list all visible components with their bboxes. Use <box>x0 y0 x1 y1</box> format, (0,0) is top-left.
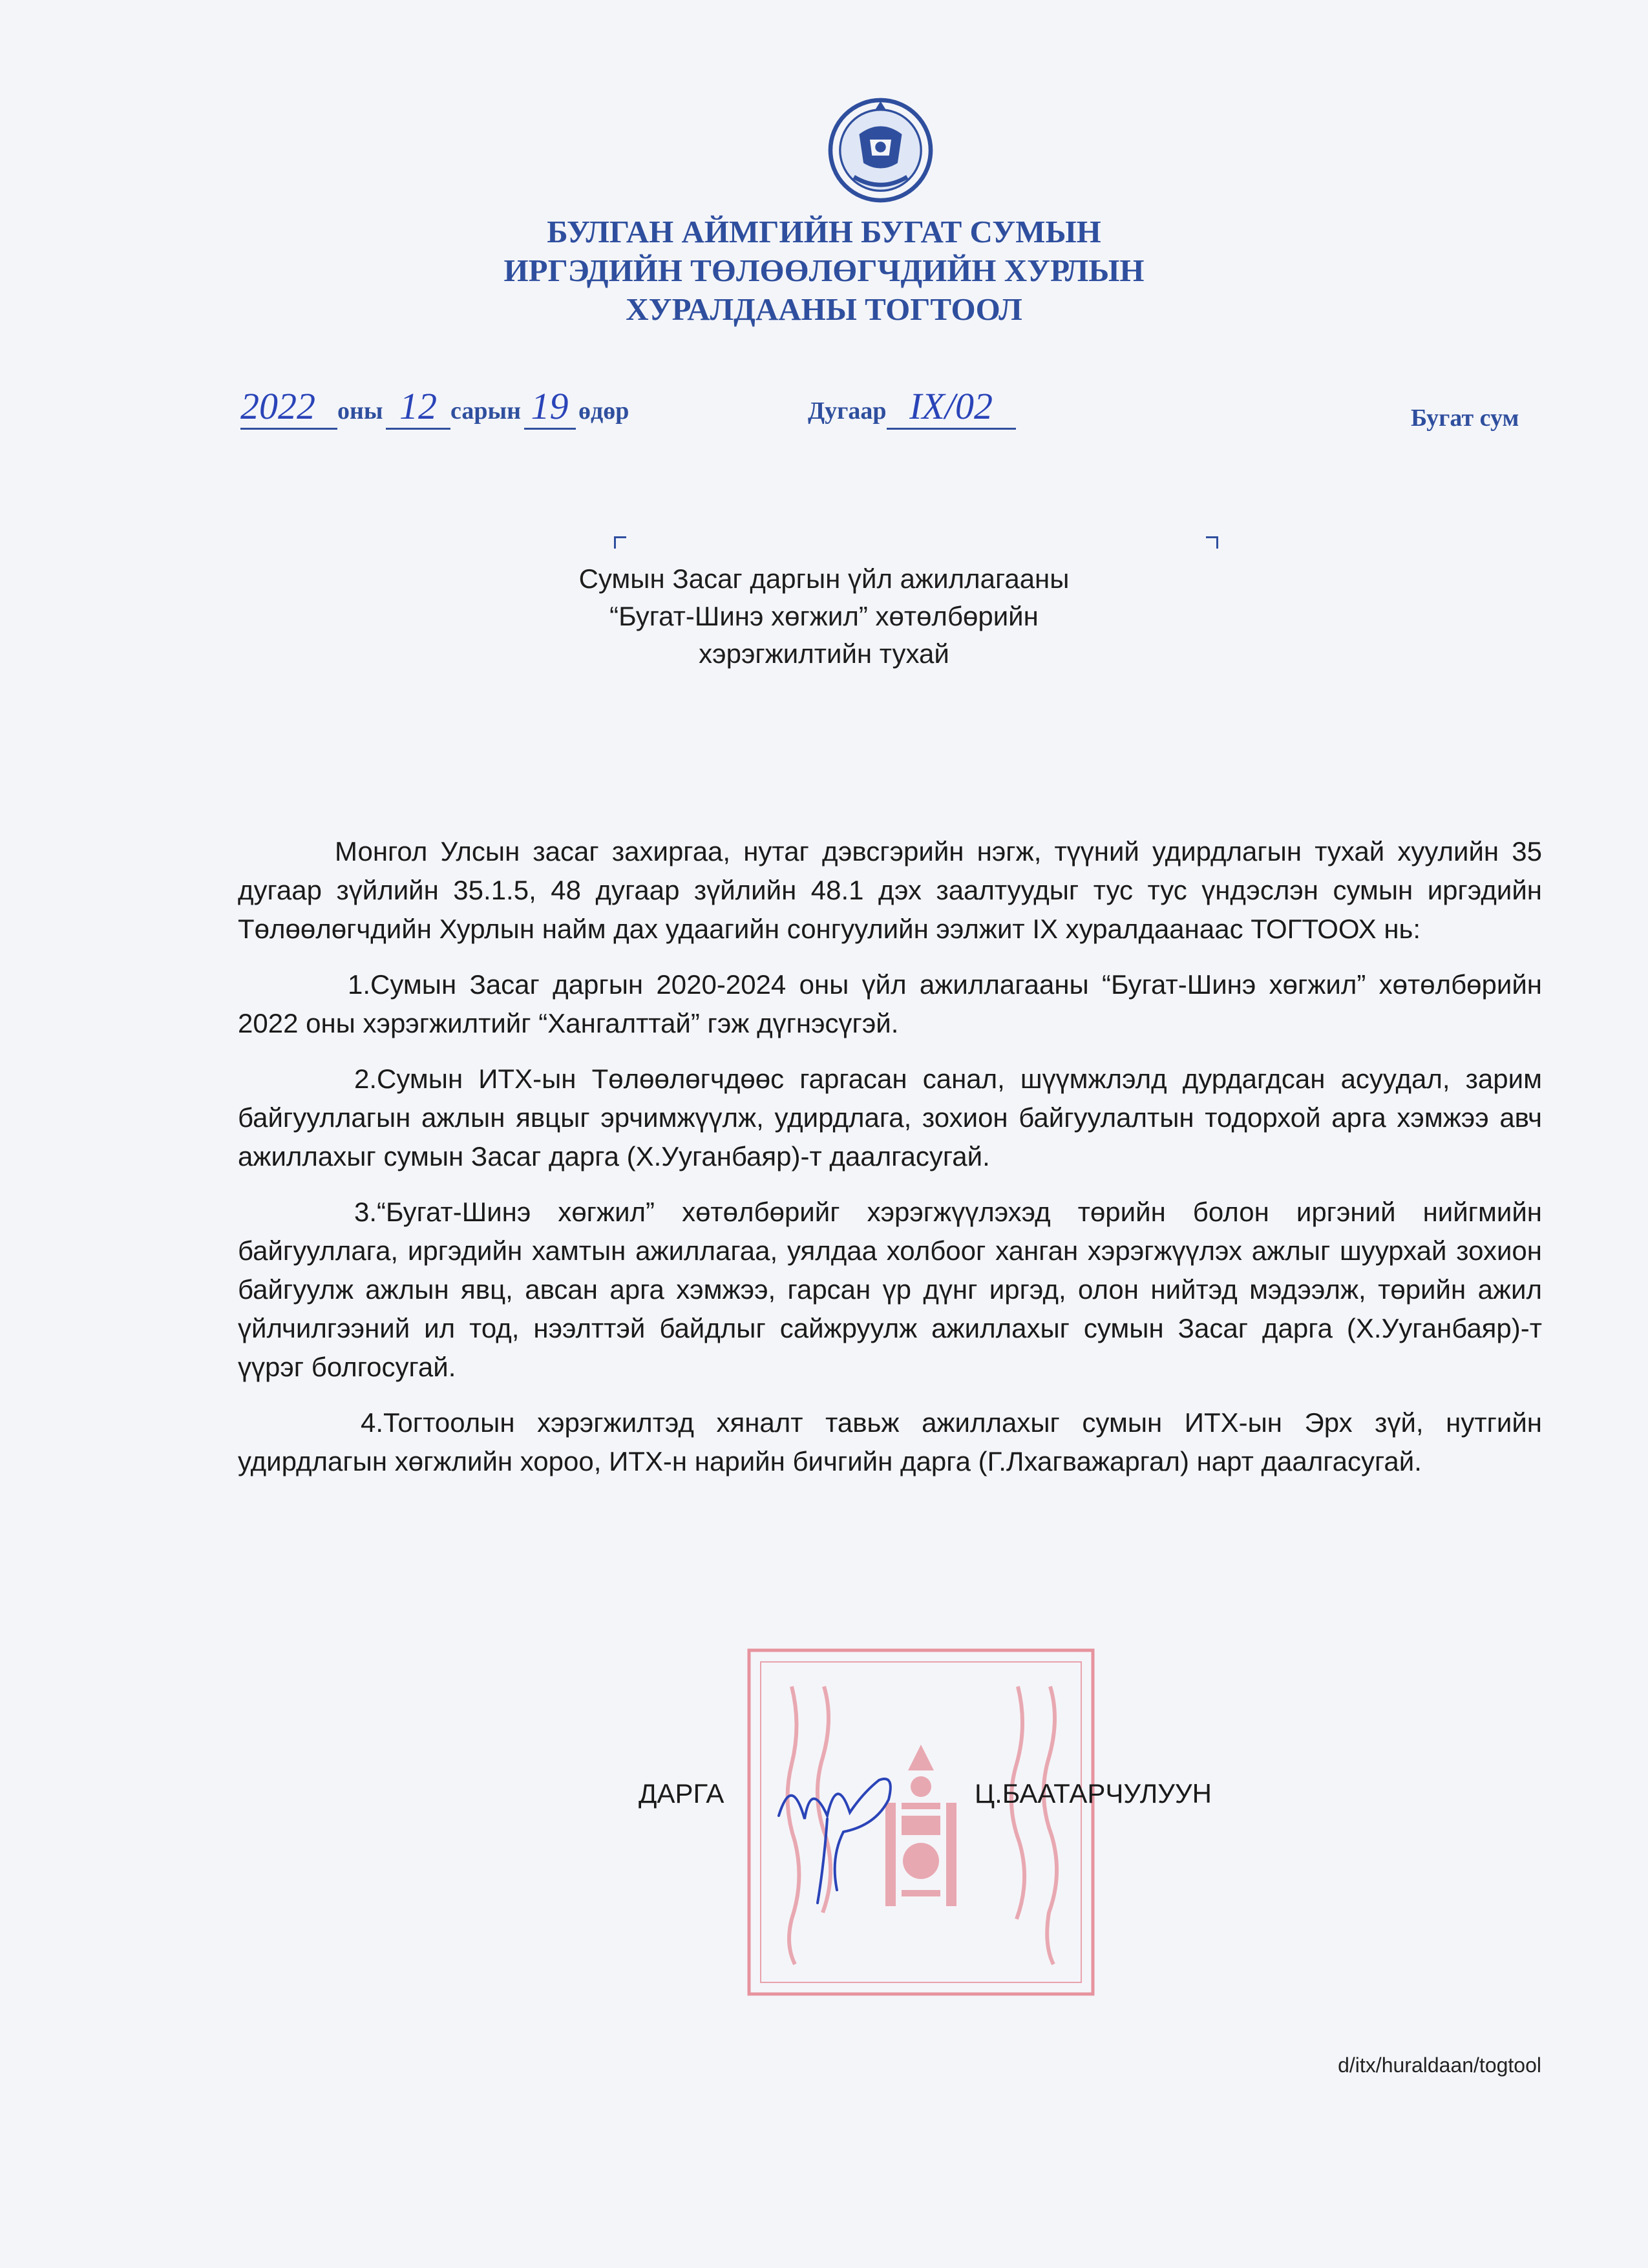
document-reference: d/itx/huraldaan/togtool <box>1338 2053 1541 2077</box>
place-label: Бугат сум <box>1411 404 1519 432</box>
resolution-body <box>238 832 1542 1498</box>
resolution-item-3: 3.“Бугат-Шинэ хөгжил” хөтөлбөрийг хэрэгжүүлэхэд төрийн болон иргэний нийгмийн байгууллага, иргэдийн хамтын ажиллагаа, уялдаа холбоог ханган хэрэгжүүлэх ажлыг шуурхай зохион байгуулж ажлын явц, авсан арга хэмжээ, гарсан үр дүнг иргэд, олон нийтэд мэдээлж, төрийн ажил үйлчилгээний ил тод, нээлттэй байдлыг сайжруулж ажиллахыг сумын Засаг дарга (Х.Ууганбаяр)-т үүрэг болгосугай. <box>238 1197 1542 1382</box>
header-line-1: БУЛГАН АЙМГИЙН БУГАТ СУМЫН <box>547 214 1101 249</box>
number-line <box>808 384 1016 430</box>
subject-line-3: хэрэгжилтийн тухай <box>699 638 949 669</box>
corner-mark-right <box>1206 536 1218 549</box>
month-value: 12 <box>386 384 450 430</box>
date-line <box>240 384 629 430</box>
number-value: IX/02 <box>887 384 1016 430</box>
resolution-item-4: 4.Тогтоолын хэрэгжилтэд хяналт тавьж ажиллахыг сумын ИТХ-ын Эрх зүй, нутгийн удирдлагын хөгжлийн хороо, ИТХ-н нарийн бичгийн дарга (Г.Лхагважаргал) нарт даалгасугай. <box>238 1407 1542 1476</box>
signatory-title: ДАРГА <box>639 1778 724 1809</box>
month-label: сарын <box>450 397 522 425</box>
header-line-3: ХУРАЛДААНЫ ТОГТООЛ <box>626 291 1022 327</box>
number-label: Дугаар <box>808 397 887 425</box>
resolution-item-2: 2.Сумын ИТХ-ын Төлөөлөгчдөөс гаргасан санал, шүүмжлэлд дурдагдсан асуудал, зарим байгууллагын ажлын явцыг эрчимжүүлж, удирдлага, зохион байгуулалтын тодорхой арга хэмжээ авч ажиллахыг сумын Засаг дарга (Х.Ууганбаяр)-т даалгасугай. <box>238 1064 1542 1171</box>
state-emblem <box>827 97 934 204</box>
subject-line-2: “Бугат-Шинэ хөгжил” хөтөлбөрийн <box>609 601 1039 631</box>
intro-paragraph: Монгол Улсын засаг захиргаа, нутаг дэвсгэрийн нэгж, түүний удирдлагын тухай хуулийн 35 дугаар зүйлийн 35.1.5, 48 дугаар зүйлийн 48.1 дэх заалтуудыг тус тус үндэслэн сумын иргэдийн Төлөөлөгчдийн Хурлын найм дах удаагийн сонгуулийн ээлжит IX хуралдаанаас ТОГТООХ нь: <box>238 836 1542 944</box>
year-label: оны <box>337 397 383 425</box>
corner-mark-left <box>614 536 626 549</box>
year-value: 2022 <box>240 384 337 430</box>
day-value: 19 <box>524 384 576 430</box>
resolution-item-1: 1.Сумын Засаг даргын 2020-2024 оны үйл ажиллагааны “Бугат-Шинэ хөгжил” хөтөлбөрийн 2022 оны хэрэгжилтийг “Хангалттай” гэж дүгнэсүгэй. <box>238 969 1542 1038</box>
day-label: өдөр <box>578 397 629 425</box>
header-line-2: ИРГЭДИЙН ТӨЛӨӨЛӨГЧДИЙН ХУРЛЫН <box>503 253 1145 288</box>
subject-line-1: Сумын Засаг даргын үйл ажиллагааны <box>578 563 1070 594</box>
handwritten-signature <box>766 1754 921 1916</box>
signatory-name: Ц.БААТАРЧУЛУУН <box>975 1778 1212 1809</box>
